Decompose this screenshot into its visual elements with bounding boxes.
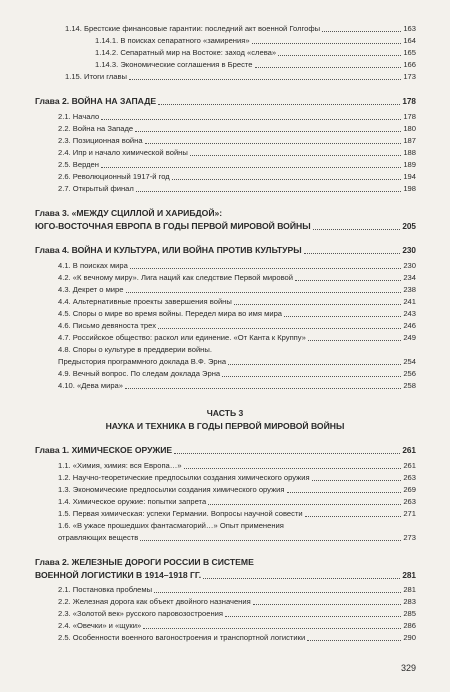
toc-entry-title: 2.4. «Овечки» и «щуки» — [58, 621, 142, 630]
toc-chapter-title: Глава 1. ХИМИЧЕСКОЕ ОРУЖИЕ — [35, 445, 173, 455]
toc-entry-title: 2.4. Ипр и начало химической войны — [58, 148, 188, 157]
toc-entry-title: 4.2. «К вечному миру». Лига наций как следствие Первой мировой — [58, 273, 293, 282]
toc-entry — [95, 60, 416, 70]
toc-entry-title: 4.5. Споры о мире во время войны. Передел мира во имя мира — [58, 309, 283, 318]
toc-entry-title: 2.1. Начало — [58, 112, 100, 121]
toc-entry — [58, 172, 416, 182]
toc-entry-page: 165 — [403, 48, 416, 57]
toc-chapter-title: ЮГО-ВОСТОЧНАЯ ЕВРОПА В ГОДЫ ПЕРВОЙ МИРОВОЙ ВОЙНЫ — [35, 221, 311, 231]
leader-dots — [190, 155, 401, 156]
toc-entry-page: 187 — [403, 136, 416, 145]
toc-entry-title: 1.2. Научно-теоретические предпосылки создания химического оружия — [58, 473, 310, 482]
leader-dots — [225, 616, 401, 617]
toc-entry — [58, 333, 416, 343]
leader-dots — [135, 131, 401, 132]
toc-entry-page: 180 — [403, 124, 416, 133]
leader-dots — [140, 540, 401, 541]
toc-chapter-page: 178 — [402, 97, 416, 106]
toc-entry — [58, 184, 416, 194]
page-number: 329 — [400, 663, 416, 673]
toc-chapter — [35, 208, 416, 219]
toc-entry-title: 1.14. Брестские финансовые гарантии: последний акт военной Голгофы — [65, 24, 321, 33]
toc-entry-page: 286 — [403, 621, 416, 630]
toc-entry — [58, 124, 416, 134]
leader-dots — [158, 328, 401, 329]
toc-entry — [58, 633, 416, 643]
toc-entry-page: 273 — [403, 533, 416, 542]
toc-entry — [58, 473, 416, 483]
leader-dots — [312, 480, 402, 481]
toc-entry-title: 4.8. Споры о культуре в преддверии войны. — [58, 345, 212, 354]
toc-entry-title: 2.2. Железная дорога как объект двойного назначения — [58, 597, 251, 606]
toc-entry-page: 256 — [403, 369, 416, 378]
toc-entry-title: 4.1. В поисках мира — [58, 261, 128, 270]
leader-dots — [304, 253, 401, 254]
toc-entry-page: 249 — [403, 333, 416, 342]
toc-entry-title: 2.3. «Золотой век» русского паровозостроения — [58, 609, 224, 618]
toc-entry — [58, 285, 416, 295]
toc-entry-title: 2.6. Революционный 1917-й год — [58, 172, 170, 181]
toc-entry-title: 4.4. Альтернативные проекты завершения войны — [58, 297, 232, 306]
leader-dots — [208, 504, 401, 505]
leader-dots — [253, 604, 402, 605]
toc-entry-title: 2.2. Война на Западе — [58, 124, 134, 133]
toc-entry-page: 238 — [403, 285, 416, 294]
leader-dots — [129, 79, 401, 80]
toc-entry — [58, 497, 416, 507]
leader-dots — [154, 592, 401, 593]
toc-chapter-title: Глава 3. «МЕЖДУ СЦИЛЛОЙ И ХАРИБДОЙ»: — [35, 208, 223, 218]
toc-entry — [58, 585, 416, 595]
leader-dots — [252, 43, 402, 44]
leader-dots — [222, 376, 401, 377]
toc-entry — [58, 261, 416, 271]
toc-entry — [58, 621, 416, 631]
toc-entry-title: 1.6. «В ужасе прошедших фантасмагорий…» Опыт применения — [58, 521, 284, 530]
toc-entry — [95, 48, 416, 58]
toc-chapter-page: 281 — [402, 571, 416, 580]
toc-entry — [65, 24, 416, 34]
toc-entry-page: 283 — [403, 597, 416, 606]
toc-chapter-title: Глава 2. ВОЙНА НА ЗАПАДЕ — [35, 96, 157, 106]
leader-dots — [305, 516, 402, 517]
toc-entry-title: 1.14.3. Экономические соглашения в Бресте — [95, 60, 253, 69]
toc-chapter-page: 261 — [402, 446, 416, 455]
leader-dots — [143, 628, 401, 629]
leader-dots — [136, 191, 402, 192]
toc-entry-page: 198 — [403, 184, 416, 193]
leader-dots — [158, 104, 400, 105]
leader-dots — [313, 229, 401, 230]
toc-chapter — [35, 96, 416, 107]
leader-dots — [203, 578, 400, 579]
leader-dots — [145, 143, 402, 144]
toc-entry-continued — [58, 533, 416, 543]
toc-entry-page: 261 — [403, 461, 416, 470]
toc-entry-page: 269 — [403, 485, 416, 494]
leader-dots — [322, 31, 401, 32]
toc-entry — [95, 36, 416, 46]
toc-entry — [58, 609, 416, 619]
toc-entry-title: Предыстория программного доклада В.Ф. Эрна — [58, 357, 227, 366]
toc-entry-title: 2.5. Верден — [58, 160, 99, 169]
toc-entry-page: 188 — [403, 148, 416, 157]
toc-entry-page: 271 — [403, 509, 416, 518]
toc-entry-page: 281 — [403, 585, 416, 594]
toc-chapter-title: ВОЕННОЙ ЛОГИСТИКИ В 1914–1918 ГГ. — [35, 570, 202, 580]
toc-entry-page: 234 — [403, 273, 416, 282]
leader-dots — [172, 179, 402, 180]
leader-dots — [184, 468, 402, 469]
toc-entry-page: 263 — [403, 473, 416, 482]
toc-entry-page: 189 — [403, 160, 416, 169]
toc-entry-page: 246 — [403, 321, 416, 330]
toc-entry — [58, 297, 416, 307]
toc-entry-title: отравляющих веществ — [58, 533, 139, 542]
toc-entry — [58, 521, 416, 531]
toc-entry-continued — [58, 357, 416, 367]
toc-entry-title: 2.3. Позиционная война — [58, 136, 143, 145]
toc-entry-title: 1.5. Первая химическая: успехи Германии. Вопросы научной совести — [58, 509, 303, 518]
toc-entry — [58, 509, 416, 519]
toc-entry-title: 1.3. Экономические предпосылки создания химического оружия — [58, 485, 285, 494]
leader-dots — [174, 453, 400, 454]
toc-chapter-continued — [35, 570, 416, 581]
toc-entry — [65, 72, 416, 82]
toc-entry — [58, 381, 416, 391]
toc-entry-page: 263 — [403, 497, 416, 506]
toc-entry-title: 1.1. «Химия, химия: вся Европа…» — [58, 461, 182, 470]
leader-dots — [295, 280, 401, 281]
toc-chapter-title: Глава 4. ВОЙНА И КУЛЬТУРА, ИЛИ ВОЙНА ПРОТИВ КУЛЬТУРЫ — [35, 245, 302, 255]
part-title: НАУКА И ТЕХНИКА В ГОДЫ ПЕРВОЙ МИРОВОЙ ВОЙНЫ — [105, 421, 345, 431]
toc-entry-title: 4.6. Письмо девяноста трех — [58, 321, 156, 330]
toc-entry-page: 178 — [403, 112, 416, 121]
leader-dots — [101, 167, 401, 168]
toc-entry-page: 230 — [403, 261, 416, 270]
toc-chapter — [35, 245, 416, 256]
toc-entry-title: 1.14.2. Сепаратный мир на Востоке: заход «слева» — [95, 48, 277, 57]
part-label: ЧАСТЬ 3 — [206, 408, 244, 418]
toc-entry — [58, 273, 416, 283]
toc-entry-title: 4.10. «Дева мира» — [58, 381, 124, 390]
leader-dots — [234, 304, 401, 305]
toc-entry-page: 290 — [403, 633, 416, 642]
toc-entry — [58, 345, 416, 355]
toc-entry-page: 243 — [403, 309, 416, 318]
leader-dots — [255, 67, 402, 68]
toc-entry-title: 1.14.1. В поисках сепаратного «замирения» — [95, 36, 250, 45]
toc-chapter — [35, 557, 416, 568]
toc-entry-page: 254 — [403, 357, 416, 366]
leader-dots — [101, 119, 401, 120]
leader-dots — [126, 292, 402, 293]
toc-entry — [58, 597, 416, 607]
toc-entry-title: 4.3. Декрет о мире — [58, 285, 124, 294]
leader-dots — [228, 364, 401, 365]
leader-dots — [307, 640, 401, 641]
toc-entry — [58, 321, 416, 331]
toc-chapter-page: 205 — [402, 222, 416, 231]
toc-entry-page: 164 — [403, 36, 416, 45]
toc-entry-page: 285 — [403, 609, 416, 618]
toc-entry-title: 1.4. Химическое оружие: попытки запрета — [58, 497, 207, 506]
toc-entry — [58, 461, 416, 471]
toc-chapter-continued — [35, 221, 416, 232]
leader-dots — [287, 492, 402, 493]
toc-chapter-title: Глава 2. ЖЕЛЕЗНЫЕ ДОРОГИ РОССИИ В СИСТЕМЕ — [35, 557, 254, 567]
toc-entry-title: 2.7. Открытый финал — [58, 184, 134, 193]
toc-entry — [58, 160, 416, 170]
toc-entry-page: 241 — [403, 297, 416, 306]
toc-chapter — [35, 445, 416, 456]
toc-entry-page: 194 — [403, 172, 416, 181]
toc-entry-title: 2.1. Постановка проблемы — [58, 585, 153, 594]
leader-dots — [284, 316, 401, 317]
toc-entry — [58, 148, 416, 158]
toc-entry-page: 166 — [403, 60, 416, 69]
toc-entry — [58, 112, 416, 122]
leader-dots — [130, 268, 401, 269]
toc-entry — [58, 309, 416, 319]
toc-entry-page: 163 — [403, 24, 416, 33]
leader-dots — [278, 55, 401, 56]
toc-chapter-page: 230 — [402, 246, 416, 255]
toc-entry-title: 4.9. Вечный вопрос. По следам доклада Эрна — [58, 369, 221, 378]
toc-entry-title: 4.7. Российское общество: раскол или единение. «От Канта к Круппу» — [58, 333, 306, 342]
leader-dots — [125, 388, 401, 389]
toc-entry — [58, 136, 416, 146]
toc-entry-page: 173 — [403, 72, 416, 81]
leader-dots — [308, 340, 401, 341]
toc-entry-page: 258 — [403, 381, 416, 390]
toc-entry — [58, 369, 416, 379]
toc-entry-title: 1.15. Итоги главы — [65, 72, 127, 81]
toc-entry — [58, 485, 416, 495]
toc-entry-title: 2.5. Особенности военного вагоностроения и транспортной логистики — [58, 633, 306, 642]
